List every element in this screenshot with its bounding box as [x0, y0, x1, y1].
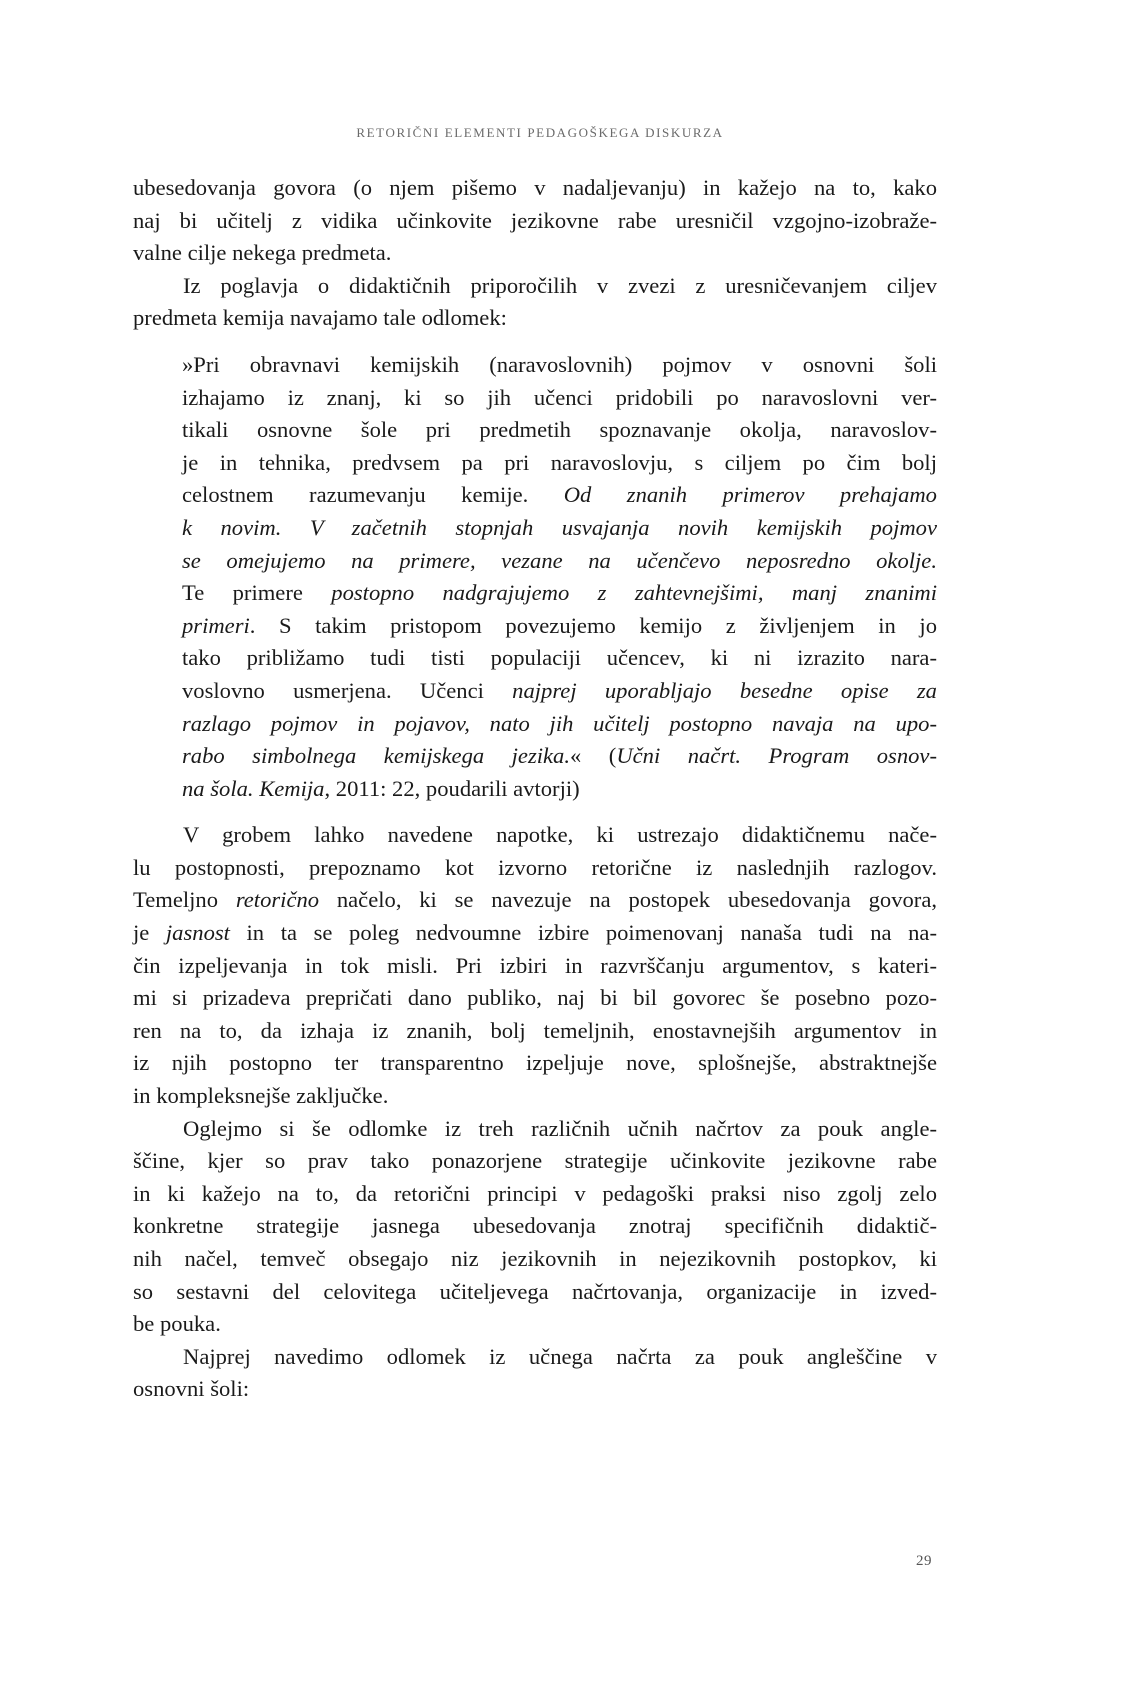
text-line: ren na to, da izhaja iz znanih, bolj temeljnih, enostavnejših argumentov in	[133, 1017, 937, 1043]
emphasis-text: retorično	[235, 887, 320, 913]
citation-text: , 2011: 22, poudarili avtorji)	[324, 775, 580, 801]
body-text: je	[133, 920, 166, 946]
quote-line: tako približamo tudi tisti populaciji učencev, ki ni izrazito nara-	[182, 645, 937, 671]
quote-text: « (	[570, 743, 617, 769]
quote-line: je in tehnika, predvsem pa pri naravoslovju, s ciljem po čim bolj	[182, 449, 937, 475]
page-number: 29	[916, 1553, 932, 1569]
quote-text: Te primere	[182, 580, 332, 606]
emphasis-text: rabo simbolnega kemijskega jezika.	[182, 743, 571, 769]
quote-line: izhajamo iz znanj, ki so jih učenci pridobili po naravoslovni ver-	[182, 384, 937, 410]
paragraph-3	[133, 819, 937, 1112]
emphasis-text: razlago pojmov in pojavov, nato jih učitelj postopno navaja na upo-	[182, 710, 937, 736]
text-line	[133, 917, 937, 950]
page-body	[133, 172, 937, 1406]
paragraph-4	[133, 1113, 937, 1341]
text-line: iz njih postopno ter transparentno izpeljuje nove, splošnejše, abstraktnejše	[133, 1050, 937, 1076]
quote-line	[182, 577, 937, 610]
text-line: Iz poglavja o didaktičnih priporočilih v zvezi z uresničevanjem ciljev	[183, 272, 937, 298]
emphasis-text: se omejujemo na primere, vezane na učenčevo neposredno okolje.	[182, 547, 937, 573]
quote-line: »Pri obravnavi kemijskih (naravoslovnih) pojmov v osnovni šoli	[182, 351, 937, 377]
text-line: ubesedovanja govora (o njem pišemo v nadaljevanju) in kažejo na to, kako	[133, 175, 937, 200]
paragraph-5	[133, 1341, 937, 1406]
body-text: načelo, ki se navezuje na postopek ubesedovanja govora,	[319, 887, 937, 913]
text-line: mi si prizadeva prepričati dano publiko, naj bi bil govorec še posebno pozo-	[133, 985, 937, 1011]
quote-line	[182, 545, 937, 578]
quote-line	[182, 708, 937, 741]
text-line: predmeta kemija navajamo tale odlomek:	[133, 305, 507, 331]
quote-line	[182, 610, 937, 643]
quote-text: voslovno usmerjena. Učenci	[182, 677, 513, 703]
text-line: in ki kažejo na to, da retorični principi v pedagoški praksi niso zgolj zelo	[133, 1180, 937, 1206]
text-line: so sestavni del celovitega učiteljevega načrtovanja, organizacije in izved-	[133, 1278, 937, 1304]
running-head: RETORIČNI ELEMENTI PEDAGOŠKEGA DISKURZA	[356, 125, 724, 140]
text-line: valne cilje nekega predmeta.	[133, 240, 392, 266]
quote-line	[182, 773, 937, 806]
text-line: V grobem lahko navedene napotke, ki ustrezajo didaktičnemu nače-	[183, 822, 937, 848]
emphasis-text: Od znanih primerov prehajamo	[563, 482, 937, 508]
block-quote	[182, 349, 937, 805]
emphasis-text: k novim. V začetnih stopnjah usvajanja novih kemijskih pojmov	[182, 514, 937, 540]
text-line: osnovni šoli:	[133, 1376, 250, 1402]
text-line: Najprej navedimo odlomek iz učnega načrta za pouk angleščine v	[183, 1343, 937, 1369]
body-text: Temeljno	[133, 887, 236, 913]
emphasis-text: jasnost	[165, 920, 230, 946]
text-line: Oglejmo si še odlomke iz treh različnih učnih načrtov za pouk angle-	[183, 1115, 937, 1141]
text-line: naj bi učitelj z vidika učinkovite jezikovne rabe uresničil vzgojno-izobraže-	[133, 207, 937, 233]
citation-title: Učni načrt. Program osnov-	[616, 743, 937, 769]
text-line: konkretne strategije jasnega ubesedovanja znotraj specifičnih didaktič-	[133, 1213, 937, 1239]
quote-line	[182, 675, 937, 708]
quote-text: celostnem razumevanju kemije.	[182, 482, 564, 508]
quote-line	[182, 479, 937, 512]
text-line	[133, 884, 937, 917]
body-text: in ta se poleg nedvoumne izbire poimenovanj nanaša tudi na na-	[229, 920, 937, 946]
quote-line	[182, 512, 937, 545]
text-line: lu postopnosti, prepoznamo kot izvorno retorične iz naslednjih razlogov.	[133, 854, 937, 880]
emphasis-text: primeri	[182, 612, 250, 638]
paragraph-2	[133, 270, 937, 335]
emphasis-text: najprej uporabljajo besedne opise za	[512, 677, 937, 703]
text-line: čin izpeljevanja in tok misli. Pri izbiri in razvrščanju argumentov, s kateri-	[133, 952, 937, 978]
text-line: ščine, kjer so prav tako ponazorjene strategije učinkovite jezikovne rabe	[133, 1148, 937, 1174]
paragraph-1	[133, 172, 937, 270]
emphasis-text: postopno nadgrajujemo z zahtevnejšimi, manj znanimi	[331, 580, 937, 606]
citation-title: na šola. Kemija	[182, 775, 325, 801]
quote-line: tikali osnovne šole pri predmetih spoznavanje okolja, naravoslov-	[182, 417, 937, 443]
quote-text: . S takim pristopom povezujemo kemijo z življenjem in jo	[249, 612, 937, 638]
text-line: in kompleksnejše zaključke.	[133, 1083, 389, 1109]
quote-line	[182, 740, 937, 773]
text-line: nih načel, temveč obsegajo niz jezikovnih in nejezikovnih postopkov, ki	[133, 1246, 937, 1271]
text-line: be pouka.	[133, 1311, 221, 1337]
